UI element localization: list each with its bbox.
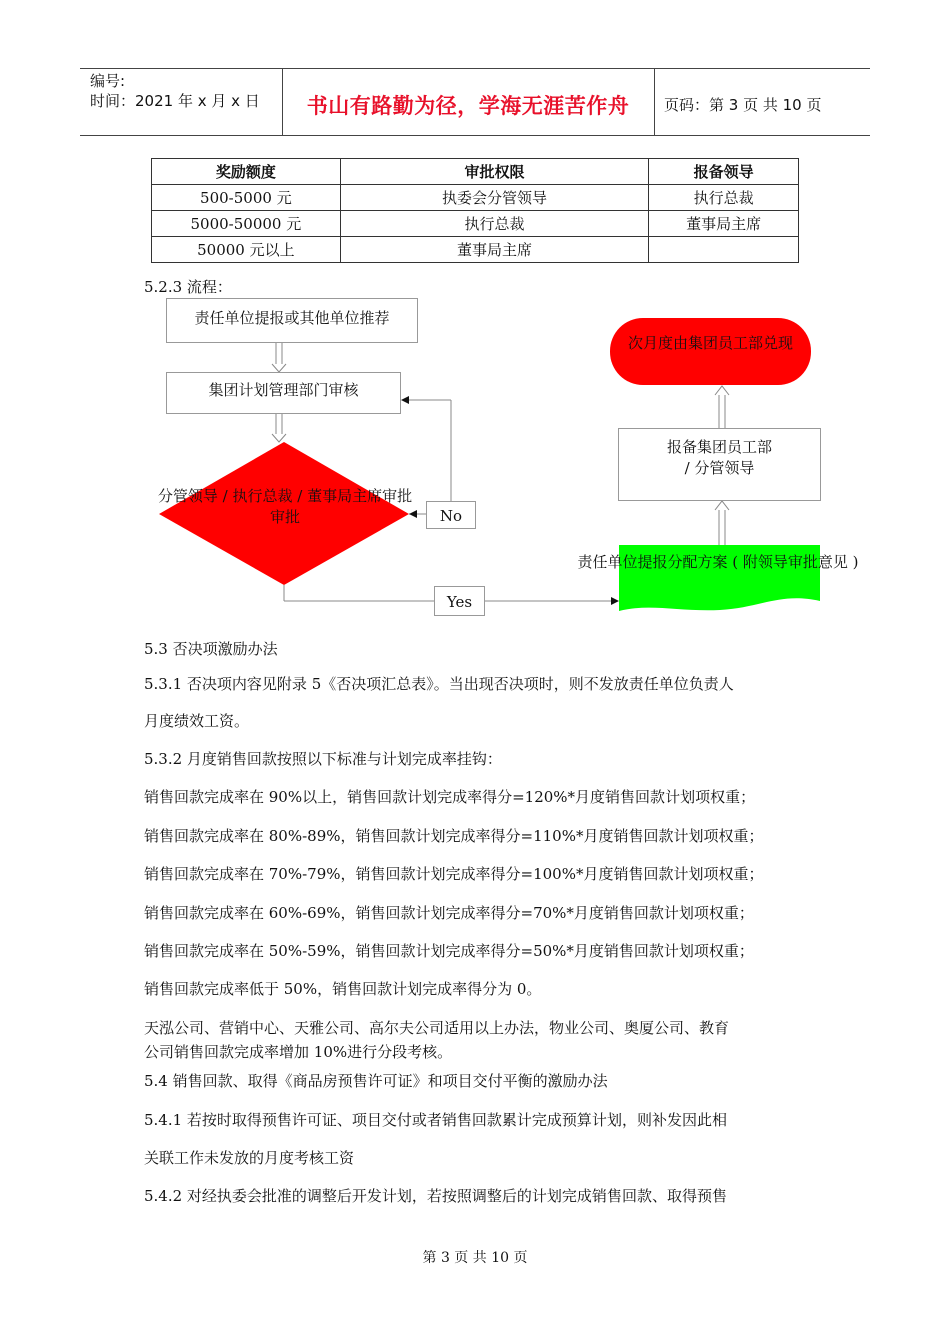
paragraph: 5.3 否决项激励办法: [144, 640, 278, 658]
table-cell: 董事局主席: [340, 237, 648, 263]
table-cell: 50000 元以上: [152, 237, 341, 263]
decision-label-line1: 分管领导 / 执行总裁 / 董事局主席审批: [157, 487, 413, 505]
page-footer: 第 3 页 共 10 页: [422, 1250, 528, 1266]
paragraph: 5.3.2 月度销售回款按照以下标准与计划完成率挂钩：: [144, 750, 502, 768]
arrow-step5-to-step6: [715, 386, 729, 428]
date-label: 时间：2021 年 x 月 x 日: [90, 92, 260, 110]
decision-label-line2: 审批: [269, 508, 300, 526]
paragraph: 销售回款完成率在 70%-79%，销售回款计划完成率得分=100%*月度销售回款计划项权重；: [144, 865, 764, 883]
table-cell: 执委会分管领导: [340, 185, 648, 211]
paragraph: 5.4.1 若按时取得预售许可证、项目交付或者销售回款累计完成预算计划，则补发因此相: [144, 1111, 727, 1129]
report-label-line2: / 分管领导: [684, 459, 755, 477]
paragraph: 销售回款完成率低于 50%，销售回款计划完成率得分为 0。: [144, 980, 542, 998]
section-heading-523: 5.2.3 流程：: [144, 278, 232, 296]
serial-number-label: 编号:: [90, 72, 126, 90]
paragraph: 销售回款完成率在 90%以上，销售回款计划完成率得分=120%*月度销售回款计划项权重；: [144, 788, 756, 806]
arrowhead-to-document: [611, 597, 619, 605]
column-header: 奖励额度: [152, 159, 341, 185]
arrowhead-to-step2: [401, 396, 409, 404]
paragraph: 5.3.1 否决项内容见附录 5《否决项汇总表》。当出现否决项时，则不发放责任单位负责人: [144, 675, 734, 693]
column-header: 审批权限: [340, 159, 648, 185]
paragraph: 5.4.2 对经执委会批准的调整后开发计划，若按照调整后的计划完成销售回款、取得预售: [144, 1187, 727, 1205]
page-number-label: 页码：第 3 页 共 10 页: [664, 96, 822, 114]
yes-label-box: Yes: [434, 586, 485, 616]
flowchart-connectors: [0, 0, 950, 640]
paragraph: 5.4 销售回款、取得《商品房预售许可证》和项目交付平衡的激励办法: [144, 1072, 608, 1090]
paragraph: 关联工作未发放的月度考核工资: [144, 1149, 355, 1167]
flow-step-report: [618, 428, 821, 501]
paragraph: 销售回款完成率在 80%-89%，销售回款计划完成率得分=110%*月度销售回款计划项权重；: [144, 827, 764, 845]
paragraph: 月度绩效工资。: [144, 712, 250, 730]
paragraph: 销售回款完成率在 50%-59%，销售回款计划完成率得分=50%*月度销售回款计划项权重；: [144, 942, 754, 960]
no-label-box: No: [426, 501, 476, 529]
terminator-label: 次月度由集团员工部兑现: [627, 334, 793, 352]
arrow-document-to-step5: [715, 501, 729, 545]
report-label-line1: 报备集团员工部: [666, 438, 772, 456]
document-label: 责任单位提报分配方案 ( 附领导审批意见 ): [577, 553, 859, 571]
arrow-step1-to-step2: [272, 343, 286, 372]
paragraph: 公司销售回款完成率增加 10%进行分段考核。: [144, 1043, 453, 1061]
table-cell: 5000-50000 元: [152, 211, 341, 237]
flow-step-submit: 责任单位提报或其他单位推荐: [166, 298, 418, 343]
arrow-step2-to-decision: [272, 414, 286, 442]
table-cell: 董事局主席: [649, 211, 799, 237]
header-motto: 书山有路勤为径，学海无涯苦作舟: [306, 94, 630, 118]
flow-step-review: 集团计划管理部门审核: [166, 372, 401, 414]
table-cell: 执行总裁: [649, 185, 799, 211]
table-cell: 500-5000 元: [152, 185, 341, 211]
table-cell: 执行总裁: [340, 211, 648, 237]
paragraph: 销售回款完成率在 60%-69%，销售回款计划完成率得分=70%*月度销售回款计划项权重；: [144, 904, 754, 922]
paragraph: 天泓公司、营销中心、天雅公司、高尔夫公司适用以上办法，物业公司、奥厦公司、教育: [144, 1019, 730, 1037]
column-header: 报备领导: [649, 159, 799, 185]
decision-label: [150, 485, 420, 527]
